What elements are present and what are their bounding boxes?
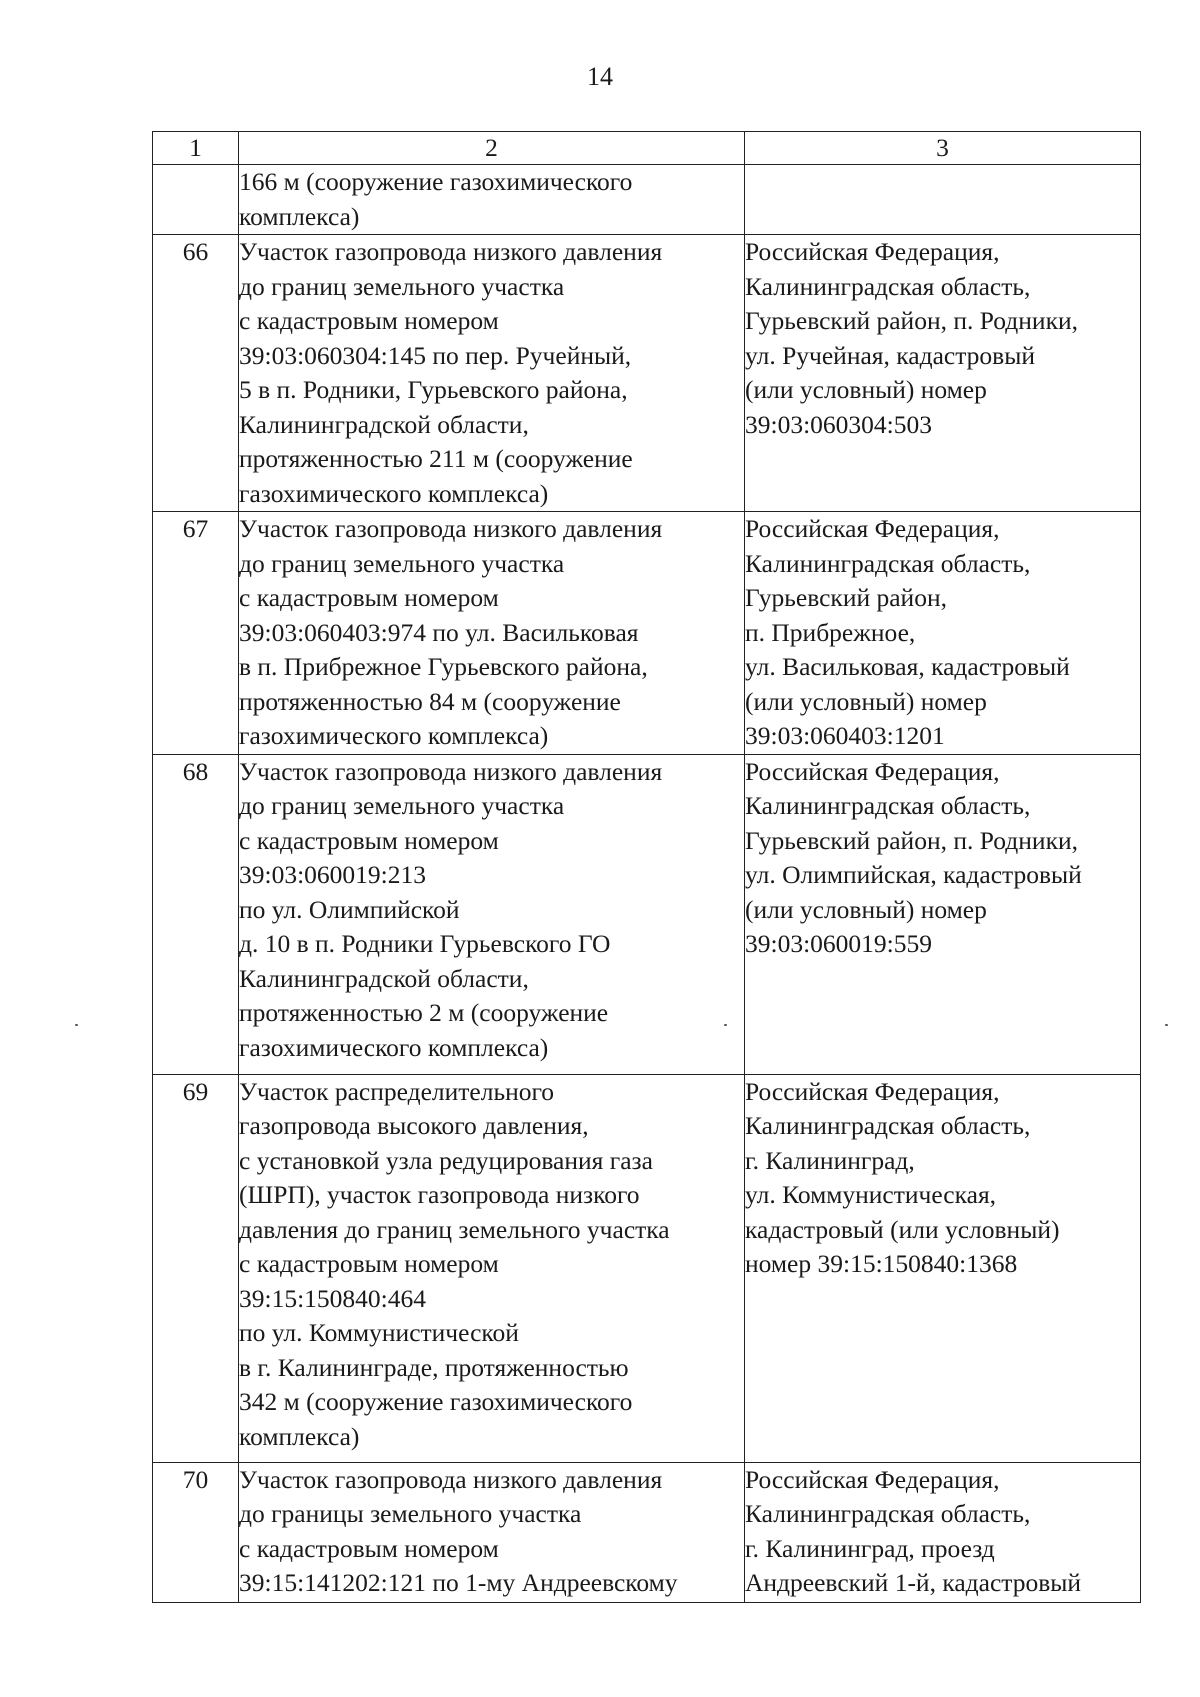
address-line: Российская Федерация, [745,514,1000,543]
address-line: (или условный) номер [745,686,987,716]
address-line: Калининградская область, [745,1499,1031,1528]
description-line: газопровода высокого давления, [239,1111,589,1140]
address-line: ул. Коммунистическая, [745,1180,997,1209]
address-cell [745,235,1141,512]
description-line: до границ земельного участка [239,271,565,301]
description-line: Участок распределительного [239,1076,555,1106]
table-header-row [153,132,1141,165]
description-line: газохимического комплекса) [239,478,549,508]
description-line: 39:03:060019:213 [239,860,427,889]
address-line: Калининградская область, [745,271,1031,301]
address-line: п. Прибрежное, [745,617,916,647]
description-line: с кадастровым номером [239,1249,499,1278]
description-line: д. 10 в п. Родники Гурьевского ГО [239,929,611,958]
description-line: 39:15:150840:464 [239,1283,427,1313]
table-row [153,1074,1141,1462]
scan-speck [1165,1024,1168,1026]
table-row [153,235,1141,512]
description-line: с кадастровым номером [239,1533,499,1563]
description-line: протяженностью 84 м (сооружение [239,686,621,716]
table-row [153,165,1141,235]
description-cell [239,754,745,1074]
address-line: ул. Олимпийская, кадастровый [745,860,1082,889]
address-line: 39:03:060403:1201 [745,721,945,750]
register-table [152,131,1141,1603]
row-number-cell: 68 [153,754,239,1074]
table-row [153,1462,1141,1602]
address-line: Калининградская область, [745,791,1031,820]
table-body [153,165,1141,1603]
description-line: с кадастровым номером [239,583,499,612]
description-line: с кадастровым номером [239,825,499,855]
address-line: Российская Федерация, [745,1076,1000,1106]
description-line: 39:03:060304:145 по пер. Ручейный, [239,340,632,370]
row-number-cell: 70 [153,1462,239,1602]
address-cell [745,512,1141,755]
column-header-2: 2 [239,132,745,165]
description-line: (ШРП), участок газопровода низкого [239,1180,640,1209]
column-header-3: 3 [745,132,1141,165]
address-line: Российская Федерация, [745,237,1000,266]
description-cell [239,1462,745,1602]
row-number-cell: 66 [153,235,239,512]
description-line: 5 в п. Родники, Гурьевского района, [239,375,628,404]
address-line: 39:03:060019:559 [745,929,933,958]
description-line: протяженностью 211 м (сооружение [239,444,633,473]
description-line: 39:03:060403:974 по ул. Васильковая [239,617,639,647]
table-row [153,512,1141,755]
description-cell [239,1074,745,1462]
description-line: с установкой узла редуцирования газа [239,1145,653,1175]
column-header-1: 1 [153,132,239,165]
description-line: в г. Калининграде, протяженностью [239,1352,629,1382]
description-line: комплекса) [239,1421,360,1451]
row-number-cell: 69 [153,1074,239,1462]
description-line: протяженностью 2 м (сооружение [239,998,609,1027]
description-line: до границ земельного участка [239,791,565,820]
address-cell [745,1462,1141,1602]
description-line: газохимического комплекса) [239,721,549,750]
scan-speck [724,1024,727,1026]
address-cell [745,165,1141,235]
description-line: в п. Прибрежное Гурьевского района, [239,652,648,681]
description-line: по ул. Коммунистической [239,1318,519,1347]
description-line: 342 м (сооружение газохимического [239,1387,633,1416]
description-line: 39:15:141202:121 по 1-му Андреевскому [239,1568,678,1597]
address-cell [745,754,1141,1074]
address-line: Калининградская область, [745,1111,1031,1140]
description-line: 166 м (сооружение газохимического [239,167,633,196]
address-line: Гурьевский район, [745,583,947,612]
description-line: Участок газопровода низкого давления [239,756,663,786]
description-cell [239,512,745,755]
address-line: Гурьевский район, п. Родники, [745,825,1078,855]
address-line: Андреевский 1-й, кадастровый [745,1568,1082,1597]
description-line: по ул. Олимпийской [239,894,460,924]
row-number-cell [153,165,239,235]
address-line: (или условный) номер [745,894,987,924]
description-cell [239,165,745,235]
description-line: Участок газопровода низкого давления [239,514,663,543]
address-line: ул. Васильковая, кадастровый [745,652,1070,681]
description-line: Калининградской области, [239,409,529,439]
address-line: г. Калининград, проезд [745,1533,995,1563]
description-line: Участок газопровода низкого давления [239,1464,663,1494]
address-line: Гурьевский район, п. Родники, [745,306,1078,335]
description-line: Калининградской области, [239,963,529,993]
description-line: газохимического комплекса) [239,1032,549,1062]
description-line: комплекса) [239,201,360,231]
address-line: Российская Федерация, [745,1464,1000,1494]
address-line: Калининградская область, [745,548,1031,578]
address-line: 39:03:060304:503 [745,409,933,439]
table-row [153,754,1141,1074]
address-line: номер 39:15:150840:1368 [745,1249,1018,1278]
description-line: Участок газопровода низкого давления [239,237,663,266]
description-line: до границы земельного участка [239,1499,582,1528]
description-cell [239,235,745,512]
address-line: ул. Ручейная, кадастровый [745,340,1035,370]
row-number-cell: 67 [153,512,239,755]
description-line: давления до границ земельного участка [239,1214,670,1244]
address-line: Российская Федерация, [745,756,1000,786]
description-line: с кадастровым номером [239,306,499,335]
scan-speck [75,1024,78,1026]
address-line: (или условный) номер [745,375,987,404]
address-line: кадастровый (или условный) [745,1214,1060,1244]
description-line: до границ земельного участка [239,548,565,578]
page-number: 14 [587,62,613,91]
address-line: г. Калининград, [745,1145,915,1175]
address-cell [745,1074,1141,1462]
